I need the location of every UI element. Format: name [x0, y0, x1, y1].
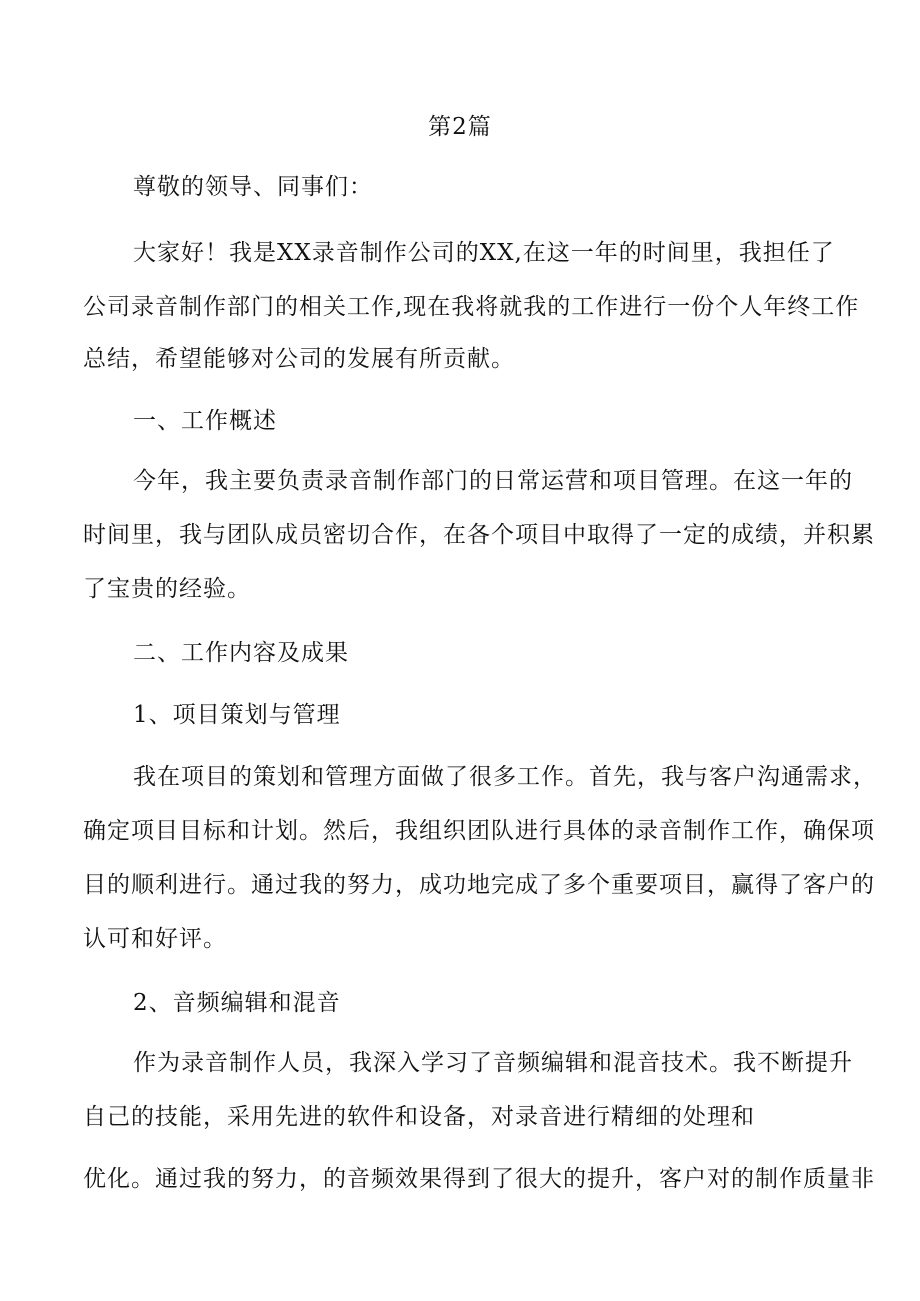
overview-line-2: 时间里，我与团队成员密切合作，在各个项目中取得了一定的成绩，并积累 [83, 522, 875, 548]
planning-line-2: 确定项目目标和计划。然后，我组织团队进行具体的录音制作工作，确保项 [83, 818, 875, 844]
page-title: 第2篇 [428, 114, 492, 140]
subsection-heading-audio: 2、音频编辑和混音 [133, 990, 341, 1016]
planning-line-4: 认可和好评。 [83, 926, 227, 952]
audio-line-3: 优化。通过我的努力，的音频效果得到了很大的提升，客户对的制作质量非 [83, 1166, 875, 1192]
subsection-heading-planning: 1、项目策划与管理 [133, 702, 341, 728]
planning-line-3: 目的顺利进行。通过我的努力，成功地完成了多个重要项目，赢得了客户的 [83, 872, 875, 898]
planning-line-1: 我在项目的策划和管理方面做了很多工作。首先，我与客户沟通需求， [133, 764, 877, 790]
audio-line-2: 自己的技能，采用先进的软件和设备，对录音进行精细的处理和 [83, 1104, 755, 1130]
intro-line-3: 总结，希望能够对公司的发展有所贡献。 [83, 346, 515, 372]
salutation: 尊敬的领导、同事们： [133, 174, 373, 200]
overview-line-1: 今年，我主要负责录音制作部门的日常运营和项目管理。在这一年的 [133, 468, 853, 494]
audio-line-1: 作为录音制作人员，我深入学习了音频编辑和混音技术。我不断提升 [133, 1050, 853, 1076]
section-heading-content: 二、工作内容及成果 [133, 640, 349, 666]
section-heading-overview: 一、工作概述 [133, 408, 277, 434]
overview-line-3: 了宝贵的经验。 [83, 576, 251, 602]
intro-line-1: 大家好！我是XX录音制作公司的XX,在这一年的时间里，我担任了 [133, 240, 835, 266]
intro-line-2: 公司录音制作部门的相关工作,现在我将就我的工作进行一份个人年终工作 [83, 294, 860, 320]
